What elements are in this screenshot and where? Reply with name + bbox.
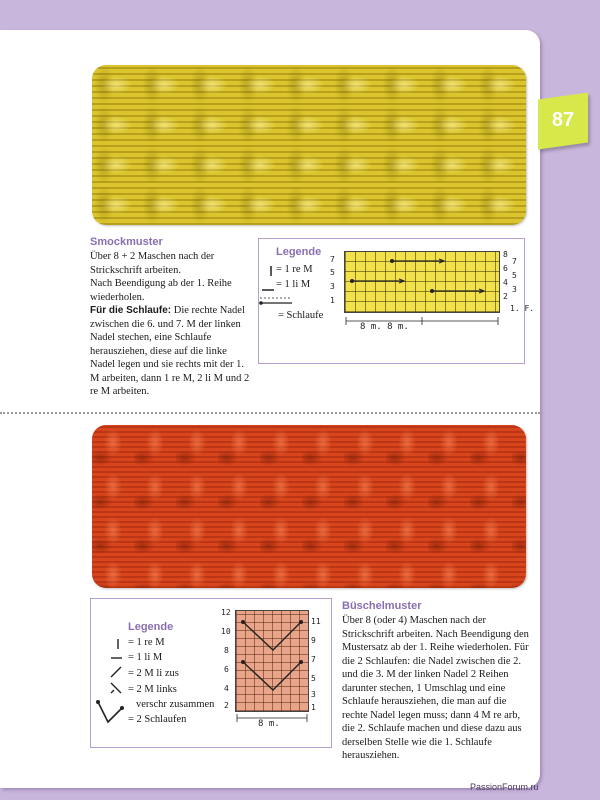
knit-stitch-icon xyxy=(112,637,124,651)
chart2-row-right-6: 1 xyxy=(311,703,316,712)
double-loop-icon xyxy=(94,698,126,728)
chart2-row-left-3: 8 xyxy=(224,646,229,655)
chart1-row-right-2: 6 xyxy=(503,264,508,273)
section1-legend-title: Legende xyxy=(276,246,322,258)
section1-para-2: Nach Beendigung ab der 1. Reihe wiederholen. xyxy=(90,278,232,303)
chart2-row-left-2: 10 xyxy=(221,627,231,636)
purl-stitch-icon xyxy=(260,280,276,294)
watermark-credit: PassionForum.ru xyxy=(470,782,539,792)
smock-pattern-photo xyxy=(92,65,526,225)
twisted-purl-icon xyxy=(108,680,124,696)
section-divider xyxy=(0,412,540,414)
section1-legend-item-1: = 1 re M xyxy=(276,264,313,275)
section2-title: Büschelmuster xyxy=(342,600,422,612)
chart2-row-left-6: 2 xyxy=(224,701,229,710)
chart2-row-right-2: 9 xyxy=(311,636,316,645)
section1-bold-text: Die rechte Nadel zwischen die 6. und 7. M der linken Nadel stechen, eine Schlaufe herausziehen, diese auf die linke Nadel legen und sie rechts mit der 1. M arbeiten, dann 1 re M, 2 li M und 2 re M arbeiten. xyxy=(90,305,250,397)
chart2-row-left-1: 12 xyxy=(221,608,231,617)
page-number: 87 xyxy=(551,109,575,131)
section1-legend-item-3: = Schlaufe xyxy=(278,310,324,321)
chart1-row-left-2: 5 xyxy=(330,268,335,277)
chart1-row-right-1: 8 xyxy=(503,250,508,259)
chart1-width-label: 8 m. 8 m. xyxy=(360,322,409,332)
chart1-row-right-3: 4 xyxy=(503,278,508,287)
chart1-row-left-4: 1 xyxy=(330,296,335,305)
chart1-row-right-b-2: 5 xyxy=(512,271,517,280)
section1-para-3 xyxy=(90,304,250,399)
section2-legend-item-6: = 2 Schlaufen xyxy=(128,714,187,725)
section2-legend-title: Legende xyxy=(128,621,174,633)
section1-legend-item-2: = 1 li M xyxy=(276,279,311,290)
chart1-row-right-b-4: 1. F. xyxy=(510,304,535,313)
section1-text xyxy=(90,250,250,399)
chart1-row-left-1: 7 xyxy=(330,255,335,264)
section2-legend-item-5: verschr zusammen xyxy=(136,699,215,710)
buschel-pattern-photo xyxy=(92,425,526,588)
chart2-row-right-1: 11 xyxy=(311,617,321,626)
section2-legend-item-4: = 2 M links xyxy=(128,684,177,695)
section2-legend-item-3: = 2 M li zus xyxy=(128,668,179,679)
smock-chart-loops xyxy=(344,251,500,313)
chart2-row-left-5: 4 xyxy=(224,684,229,693)
chart2-width-label: 8 m. xyxy=(258,719,280,729)
chart1-row-right-b-1: 7 xyxy=(512,257,517,266)
chart2-row-right-3: 7 xyxy=(311,655,316,664)
section2-legend-item-2: = 1 li M xyxy=(128,652,163,663)
loop-icon xyxy=(258,294,294,306)
chart2-row-right-4: 5 xyxy=(311,674,316,683)
purl-two-together-icon xyxy=(108,664,124,680)
chart1-row-left-3: 3 xyxy=(330,282,335,291)
section1-title: Smockmuster xyxy=(90,236,163,248)
section1-bold-lead: Für die Schlaufe: xyxy=(90,305,172,316)
section2-text: Über 8 (oder 4) Maschen nach der Strickschrift arbeiten. Nach Beendigung den Mustersatz ab der 1. Reihe wiederholen. Für die 2 Schlaufen: die Nadel zwischen die 2. und die 3. M der linken Nadel 2 Reihen darunter stechen, 1 Umschlag und eine Schlaufe herausziehen, die man auf die rechte Nadel legen muss; dann 4 M re arb, die 2. Schlaufe machen und diese dazu aus derselben Stelle wie die 1. Schlaufe herausziehen. xyxy=(342,615,529,761)
purl-stitch-icon xyxy=(108,651,124,665)
chart2-row-left-4: 6 xyxy=(224,665,229,674)
chart1-row-right-b-3: 3 xyxy=(512,285,517,294)
chart1-row-right-4: 2 xyxy=(503,292,508,301)
chart1-width-arrows xyxy=(344,316,500,326)
chart2-row-right-5: 3 xyxy=(311,690,316,699)
section2-legend-item-1: = 1 re M xyxy=(128,637,165,648)
buschel-chart-loops xyxy=(235,610,309,712)
section1-para-1: Über 8 + 2 Maschen nach der Strickschrift arbeiten. xyxy=(90,251,215,276)
